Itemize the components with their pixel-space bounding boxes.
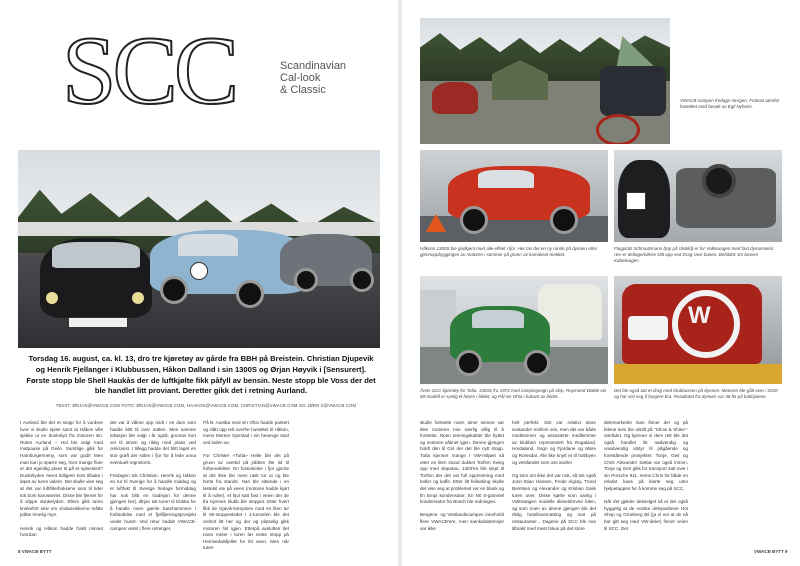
page-number-left: 8 VWACB BYTT bbox=[18, 549, 52, 554]
caption-dyno: Håkons 1300S ble godkjent med alle effekt i fjor. Her tas det en ny runde på dynoen etter gjennoppbyggingen av motoren i sommer på grunn av kamaksel-mekket. bbox=[420, 246, 598, 257]
caption-green-beetle: Årets SCC-kjøretøy for Tutla. 1303S fra 1972 med campingvogn på slep. Raymond Walde sin 60-modell er synlig til høyre i bildet, og Pål sin Ohio i bakant av bildet. bbox=[420, 388, 607, 399]
paragraph: For Christer «Tutla» Helle ble det på grunn av overtid på jobben lite tid til forberedelser. En forsinkelse i fjor gjorde at det ikke ble noen rask tur ut og ble borte fra stands. Han ble sittende i en lastebil ute på veien (motoren hadde kjørt til å ruller), et hjul satt fast i veien der de fra Kjernes klubb ble stoppet. Etter hvert fikk de Gjøvik-kompisen med en liten tur til 60-stoppestedet i 1-tunnelen ble det ordnet litt her og der og plutselig gikk motoren fint igjen. Etterpå avsluttes det noen meter i turen før neste stopp på Hemsedalsfjellet for litt søvn. Men når turen bbox=[203, 452, 289, 551]
article-lead: Torsdag 16. august, ca. kl. 13, dro tre kjøretøy av gårde fra BBH på Breistein. Christian Djupevik og Henrik Fjellanger i Klubbussen, Håkon Dalland i sin 1300S og Ørjan Høyvik i [Sensurert]. Første stopp ble Shell Haukås der de luftkjølte fikk påfyll av bensin. Neste stopp ble Voss der det ble handlet litt proviant. Deretter gikk det i retning Aurland. bbox=[26, 354, 376, 396]
main-photo bbox=[18, 150, 380, 348]
paragraph: Bergens- og Vestlandscampen inneholdt flere VWACB'ere, men samkalsistensjer var ikke bbox=[420, 512, 504, 531]
paragraph: I Aurland ble det et stopp for å vurdere hvor vi skulle spise samt at Håkon ville sjekke ut en dunkelyd fra motoren sin. Ruten Aurland – Hol ble valgt med matpause på Geilo. Samtlige gikk for Hamburgermeny, som var godt! Men man kan jo spørre seg, hvor mange fluer er det egentlig plass til på et spisested? Dunkelyden nevnt tidligere kom tilbake i løpet av turen videre. Det skulle vise seg at det var luftfilterboksene som til tider tok borti karosseriet. Disse ble fjernet for å slippe dunkelyden. Ellers gikk turen knirkefritt selv om vindusviskerne måtte jobbe rimelig mye. bbox=[20, 420, 103, 518]
text-column bbox=[512, 420, 596, 548]
subtitle-line: Scandinavian bbox=[280, 60, 347, 72]
paragraph: delemarkedet man finner der og på bilene som ble utstilt på "Show & Shine"-området. Og kjenner vi dem rett ble det også handlet litt nødvendig og unødvendig utstyr til pågående og forestående prosjekter. Tonje, Geir og Chris Alexander Sæbø var også innom. Tonje og Geir gikk for transport satt over i sin Porsche 911, mens Chris for både en relativt kaos på klarte seg uten hjelpetappen for å komme seg på SCC. bbox=[604, 420, 688, 491]
left-page bbox=[0, 0, 398, 566]
paragraph: Og som om ikke det var nok, så tok også Jonn-Stian Hansen, Frode Algrøy, Trond Bemtsen og Alexander og Kristian Gaiis turen over. Disse kjørte som vanlig i Volkswagen modelle dieseldrevne bilen, og som noen av denne gjengen ble det riktig hotellovernatting og mat på restauranter... Dagene på SCC ble noe tilbrakt med mest fokus på det store bbox=[512, 472, 596, 531]
flugplatz-photo bbox=[614, 150, 782, 242]
text-column bbox=[604, 420, 688, 548]
caption-flugplatz: Flugplatz Schmutzmann (top på råstilid) er for Volkswagen med fast dynamokiol. Her er deltagerbilene stilt opp ved Drag-race banen. Bebildet: En brusen Kübelwagen bbox=[614, 246, 775, 263]
right-page bbox=[402, 0, 800, 566]
green-beetle-photo bbox=[420, 276, 608, 384]
article-subtitle bbox=[280, 60, 390, 96]
paragraph: helt perfekt. Det var relativt store avstander mellom oss, men det var både medlemmer og assosierte medlemmer av klubben representert fra Rogaland, Hordaland, Sogn og Fjordane og Møre og Romsdal. Alle like knytt et til hobbyen og vestlandet som oss andre! bbox=[512, 420, 596, 465]
camp-photo bbox=[420, 18, 670, 144]
paragraph: Fredagen tok Christian, Henrik og Håkon en tur til Sverige for å handle middag og et luftfukt til Sverige fredags formiddag har nok blitt en tradisjon for denne gjengen her). Ørjan tok turen til Dokka for å handle noen gamle barehammere i forbindelse med et fjellfjerningsprosjekt under huset. Ved retur hadde VWACB-campen vokst i flere retninger, bbox=[110, 472, 196, 531]
paragraph: det var å våkne opp midt i en dam som hadde blitt til over natten. Men samme lokasjon ble valgt i år også, grunnet kort vei til strøm og riktig med plass ved omkranst. I tillegg hadde det blitt laget en stor grøft der siden i fjor for å lede unna eventuell regnstorm. bbox=[110, 420, 196, 465]
text-column bbox=[420, 420, 504, 548]
paragraph: På B. Austbø med sin Ohio hadde parkert og slått opp telt overfor husteltet til Håkon, mens Morten Gjerstad i sin heavvgn stod ved siden av. bbox=[203, 420, 289, 445]
subtitle-line: & Classic bbox=[280, 84, 326, 96]
vw-logo-icon: W bbox=[688, 302, 711, 329]
page-number-right: VWACB BYTT 9 bbox=[754, 549, 788, 554]
text-column bbox=[20, 420, 103, 548]
dyno-red-beetle-photo bbox=[420, 150, 608, 242]
text-column bbox=[296, 420, 378, 548]
paragraph: Når det gjelder dekselget så er det også hyggelig at de norske delepushene Hot Shop og Groeberg Bil (ja vi vet at de nå har gitt seg med VW-deler) finner veien til SCC. Det bbox=[604, 499, 688, 531]
text-column bbox=[696, 420, 782, 548]
caption-vw-bus: Det ble også tatt et drag med Klubbussen på dynoen. Motoren ble gått over i 2010 og har vist seg å fungere bra. Resultatet fra dynoen var 48 hk på bakhjulene. bbox=[614, 388, 778, 399]
photo-credits: TEKST: ØRJAN@VWACB.COM FOTO: ØRJAN@VWACB.COM, HAAKON@VWACB.COM, CHRISTIAN@VWACB.COM OG JØRN S@VWACB.COM bbox=[55, 403, 357, 408]
subtitle-line: Cal-look bbox=[280, 72, 321, 84]
caption-camp: VWACB-campen fredags morgen. Frokost utenfor husteltet med besøk av Egil Nyheim. bbox=[680, 98, 780, 109]
text-column bbox=[203, 420, 289, 551]
text-column bbox=[110, 420, 196, 548]
red-beetle-camp bbox=[432, 82, 478, 114]
vw-bus-photo bbox=[614, 276, 782, 384]
article-title: SCC bbox=[62, 17, 236, 125]
paragraph: Henrik og Håkon hadde frakti minnet hvordan bbox=[20, 525, 103, 538]
paragraph: skulle fortsette noen timer senere var ikke motoren noe særlig villig til å fortsette. Noen tenningskabler ble byttet og motoren våknet igjen. Denne gjengen holdt den til Gol der det ble nytt stopp. Tutla kjenner mange i VW-miljøet så etter en liten stund dukket Torfinn Sveig opp med slepetau. 1303'en ble slept til Torfinn der det var full opprevtning med boller og kaffe. Etter litt feilsøking skulle det vise seg at problemet var en blank og fin Empi kondensator. En N0 0-gammel kondensator fra Bosch ble redningen. bbox=[420, 420, 505, 505]
